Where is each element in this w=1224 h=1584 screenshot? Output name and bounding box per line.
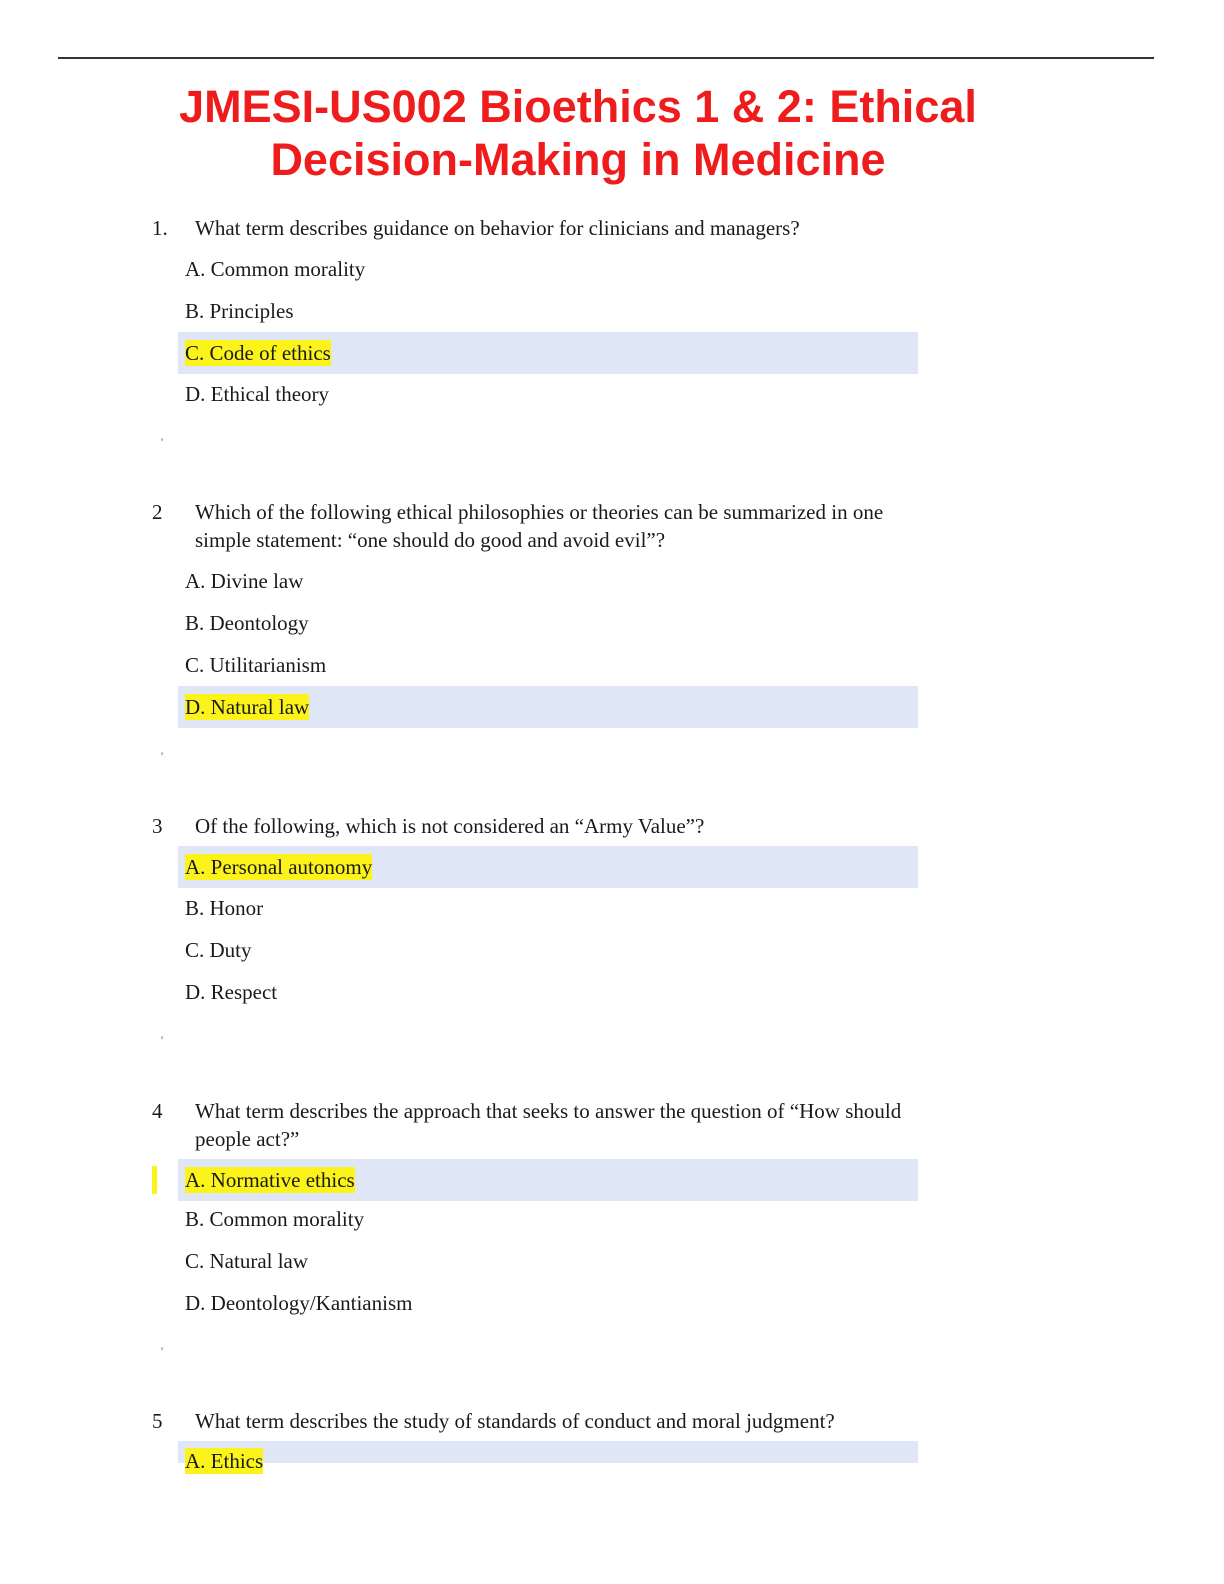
separator-mark: ' [161,749,164,763]
answer-option-a-correct[interactable] [178,846,918,888]
option-label: A. Common morality [185,257,366,281]
option-label: D. Respect [185,980,278,1004]
answer-option-b[interactable] [178,887,918,929]
question-number: 5 [152,1409,163,1433]
answer-option-a-correct[interactable] [178,1441,918,1473]
separator-mark: ' [161,435,164,449]
answer-option-d[interactable] [178,1282,918,1324]
header-rule [58,57,1154,59]
answer-option-d[interactable] [178,971,918,1013]
option-label: B. Honor [185,896,264,920]
option-label-highlighted: A. Personal autonomy [185,855,373,879]
answer-option-b[interactable] [178,602,918,644]
option-label: B. Common morality [185,1207,365,1231]
question-text: What term describes the approach that seeks to answer the question of “How should people act?” [195,1099,902,1151]
title-line-2: Decision-Making in Medicine [270,134,886,185]
answer-option-b[interactable] [178,290,918,332]
answer-option-c[interactable] [178,1240,918,1282]
question-text: What term describes the study of standards of conduct and moral judgment? [195,1409,835,1433]
answer-option-a[interactable] [178,560,918,602]
question-text: Which of the following ethical philosophies or theories can be summarized in one simple statement: “one should do good and avoid evil”? [195,500,884,552]
option-label: C. Duty [185,938,252,962]
separator-mark: ' [161,1033,164,1047]
question-number: 2 [152,500,163,524]
question-number: 1. [152,216,168,240]
option-label: B. Deontology [185,611,309,635]
answer-option-b[interactable] [178,1198,918,1240]
option-label: A. Divine law [185,569,304,593]
question-number: 3 [152,814,163,838]
option-label: C. Utilitarianism [185,653,327,677]
answer-option-a[interactable] [178,248,918,290]
option-label-highlighted: A. Normative ethics [185,1168,355,1192]
option-label: B. Principles [185,299,294,323]
answer-option-c-correct[interactable] [178,332,918,374]
option-label-highlighted: D. Natural law [185,695,310,719]
answer-option-d-correct[interactable] [178,686,918,728]
answer-option-c[interactable] [178,644,918,686]
answer-option-d[interactable] [178,373,918,415]
question-text: What term describes guidance on behavior for clinicians and managers? [195,216,800,240]
question-number: 4 [152,1099,163,1123]
answer-option-c[interactable] [178,929,918,971]
option-label-highlighted: A. Ethics [185,1449,264,1473]
option-label-highlighted: C. Code of ethics [185,341,331,365]
option-label: D. Deontology/Kantianism [185,1291,413,1315]
document-title [130,80,1026,186]
option-label: D. Ethical theory [185,382,330,406]
answer-option-a-correct[interactable] [178,1159,918,1201]
margin-highlight-mark [152,1166,157,1194]
title-line-1: JMESI-US002 Bioethics 1 & 2: Ethical [179,81,977,132]
question-text: Of the following, which is not considered an “Army Value”? [195,814,705,838]
separator-mark: ' [161,1344,164,1358]
option-label: C. Natural law [185,1249,309,1273]
